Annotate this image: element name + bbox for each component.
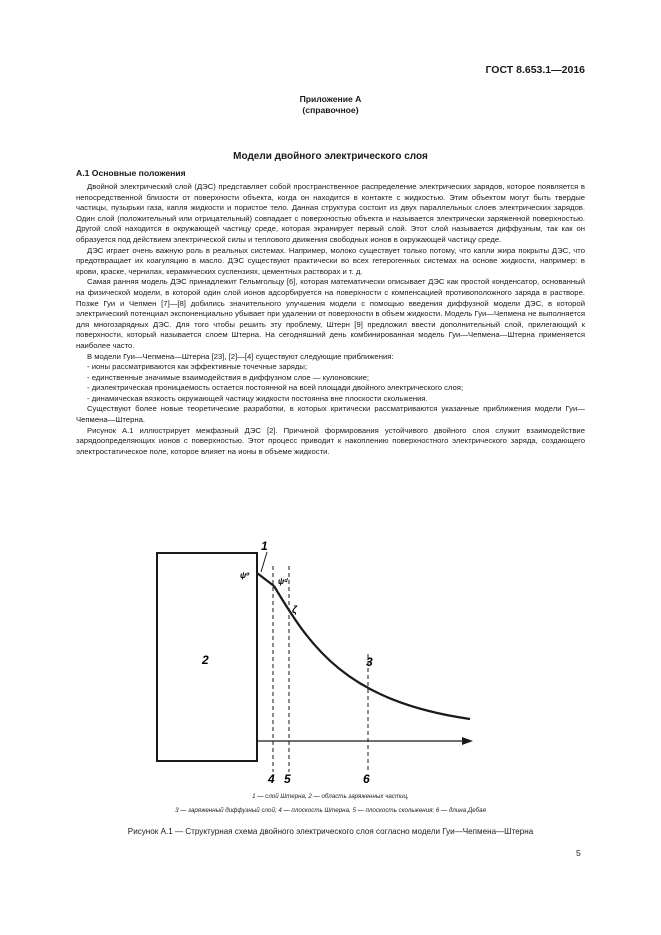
paragraph-1: Двойной электрический слой (ДЭС) представляет собой пространственное распределение электрических зарядов, которое появляется в непосредственной близости от поверхности объекта, когда он находится в контакте с жидкостью. Этим объектом могут быть твердые частицы, пузырьки газа, капля жидкости и пористое тело. Данная структура состоит из двух параллельных слоев электрических зарядов. Один слой (положительный или отрицательный) совпадает с поверхностью объекта и называется электрически заряженной поверхностью. Другой слой находится в окружающей частицу среде, которая экранирует первый слой. Этот слой называется диффузным, так как он образуется под действием электрической силы и теплового движения свободных ионов в окружающей частицу среде. — [76, 182, 585, 244]
list-item: - диэлектрическая проницаемость остается постоянной на всей площади двойного электрического слоя; — [87, 383, 464, 393]
paragraph-3: Самая ранняя модель ДЭС принадлежит Гельмгольцу [6], которая математически описывает ДЭС как простой конденсатор, основанный на физической модели, в которой один слой ионов адсорбируется на поверхности с компенсацией противоположного заряда в растворе. Позже Гуи и Чепмен [7]—[8] добились значительного улучшения модели с помощью введения диффузной модели ДЭС, в которой электрический потенциал экспоненциально убывает при удалении от поверхности в объем жидкости. Модель Гуи—Чепмена не выполняется для многозарядных ДЭС. Для того чтобы решить эту проблему, Штерн [9] предложил ввести дополнительный слой, прилегающий к поверхности, который называется слоем Штерна. На сегодняшний день комбинированная модель Гуи—Чепмена—Штерна применяется наиболее часто. — [76, 277, 585, 350]
zeta-potential-label: ζ — [292, 605, 297, 616]
standard-code: ГОСТ 8.653.1—2016 — [485, 64, 585, 76]
annex-type: (справочное) — [302, 105, 359, 115]
label-3: 3 — [366, 655, 373, 669]
list-item: - динамическая вязкость окружающей частицу жидкости постоянна вне плоскости скольжения. — [87, 393, 428, 403]
paragraph-4: В модели Гуи—Чепмена—Штерна [23], [2]—[4] существуют следующие приближения: — [87, 351, 394, 361]
label-1: 1 — [261, 539, 268, 553]
list-item: - единственные значимые взаимодействия в диффузном слое — кулоновские; — [87, 372, 370, 382]
psi-d-label: ψᵈ — [278, 577, 288, 586]
section-title: Модели двойного электрического слоя — [233, 151, 428, 162]
legend-line-1: 1 — слой Штерна, 2 — область заряженных частиц, — [252, 793, 409, 800]
list-item: - ионы рассматриваются как эффективные точечные заряды; — [87, 362, 308, 372]
legend-line-2: 3 — заряженный диффузный слой; 4 — плоскость Штерна, 5 — плоскость скольжения; 6 — длина Дебая — [175, 807, 486, 814]
label-6: 6 — [363, 772, 370, 786]
annex-title: Приложение А — [299, 94, 362, 104]
paragraph-5: Существуют более новые теоретические разработки, в которых критически рассматриваются указанные приближения модели Гуи—Чепмена—Штерна. — [76, 404, 585, 425]
label-1-leader — [261, 552, 267, 572]
paragraph-2: ДЭС играет очень важную роль в реальных системах. Например, молоко существует только потому, что капли жира покрыты ДЭС, что предотвращает их коагуляцию в масло. ДЭС существуют практически во всех гетерогенных системах на основе жидкости, например: в крови, краске, чернилах, керамических суспензиях, цементных растворах и т. д. — [76, 245, 585, 276]
diffuse-layer-curve — [274, 586, 470, 719]
subsection-title: А.1 Основные положения — [76, 168, 186, 178]
page-number: 5 — [576, 848, 581, 858]
label-2: 2 — [202, 653, 209, 667]
figure-legend — [0, 790, 661, 818]
label-5: 5 — [284, 772, 291, 786]
paragraph-6: Рисунок А.1 иллюстрирует межфазный ДЭС [2]. Причиной формирования устойчивого двойного слоя служит взаимодействие зарядоопределяющих ионов с поверхностью. Этот процесс приводит к накоплению поверхностного электрического заряда, создающего электростатическое поле, которое влияет на ионы в объеме жидкости. — [76, 425, 585, 456]
annex-heading — [0, 94, 661, 116]
psi-0-label: ψ⁰ — [240, 571, 250, 580]
axis-arrow-icon — [462, 737, 473, 745]
stern-layer-curve — [257, 573, 274, 586]
figure-caption: Рисунок А.1 — Структурная схема двойного электрического слоя согласно модели Гуи—Чепмена—Штерна — [127, 827, 534, 836]
body-text — [76, 182, 585, 457]
edl-diagram — [140, 536, 480, 786]
label-4: 4 — [268, 772, 275, 786]
